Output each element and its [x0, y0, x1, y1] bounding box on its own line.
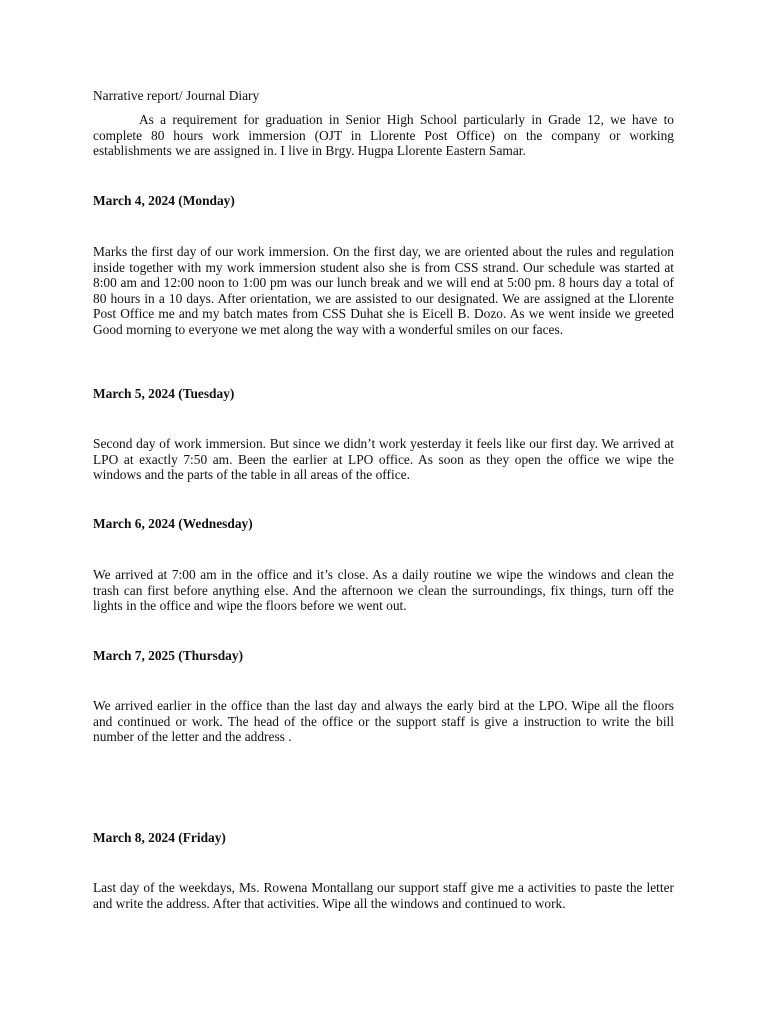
entry-date-heading: March 5, 2024 (Tuesday) [93, 386, 235, 401]
document-title: Narrative report/ Journal Diary [93, 88, 260, 103]
entry-paragraph: We arrived at 7:00 am in the office and it’s close. As a daily routine we wipe the windows and clean the trash can first before anything else. And the afternoon we clean the surroundings, fix things, turn off the lights in the office and wipe the floors before we went out. [93, 567, 674, 614]
entry-date-heading: March 6, 2024 (Wednesday) [93, 516, 253, 531]
entry-paragraph: We arrived earlier in the office than the last day and always the early bird at the LPO. Wipe all the floors and continued or work. The head of the office or the support staff is give a instruction to write the bill number of the letter and the address . [93, 698, 674, 745]
entry-date-heading: March 4, 2024 (Monday) [93, 193, 235, 208]
entry-paragraph: Marks the first day of our work immersion. On the first day, we are oriented about the rules and regulation inside together with my work immersion student also she is from CSS strand. Our schedule was started at 8:00 am and 12:00 noon to 1:00 pm was our lunch break and we will end at 5:00 pm. 8 hours day a total of 80 hours in a 10 days. After orientation, we are assisted to our designated. We are assigned at the Llorente Post Office me and my batch mates from CSS Duhat she is Eicell B. Dozo. As we went inside we greeted Good morning to everyone we met along the way with a wonderful smiles on our faces. [93, 244, 674, 337]
entry-paragraph: Last day of the weekdays, Ms. Rowena Montallang our support staff give me a activities to paste the letter and write the address. After that activities. Wipe all the windows and continued to work. [93, 880, 674, 911]
entry-paragraph: Second day of work immersion. But since we didn’t work yesterday it feels like our first day. We arrived at LPO at exactly 7:50 am. Been the earlier at LPO office. As soon as they open the office we wipe the windows and the parts of the table in all areas of the office. [93, 436, 674, 483]
intro-paragraph: As a requirement for graduation in Senior High School particularly in Grade 12, we have to complete 80 hours work immersion (OJT in Llorente Post Office) on the company or working establishments we are assigned in. I live in Brgy. Hugpa Llorente Eastern Samar. [93, 112, 674, 159]
entry-date-heading: March 7, 2025 (Thursday) [93, 648, 244, 663]
entry-date-heading: March 8, 2024 (Friday) [93, 830, 226, 845]
